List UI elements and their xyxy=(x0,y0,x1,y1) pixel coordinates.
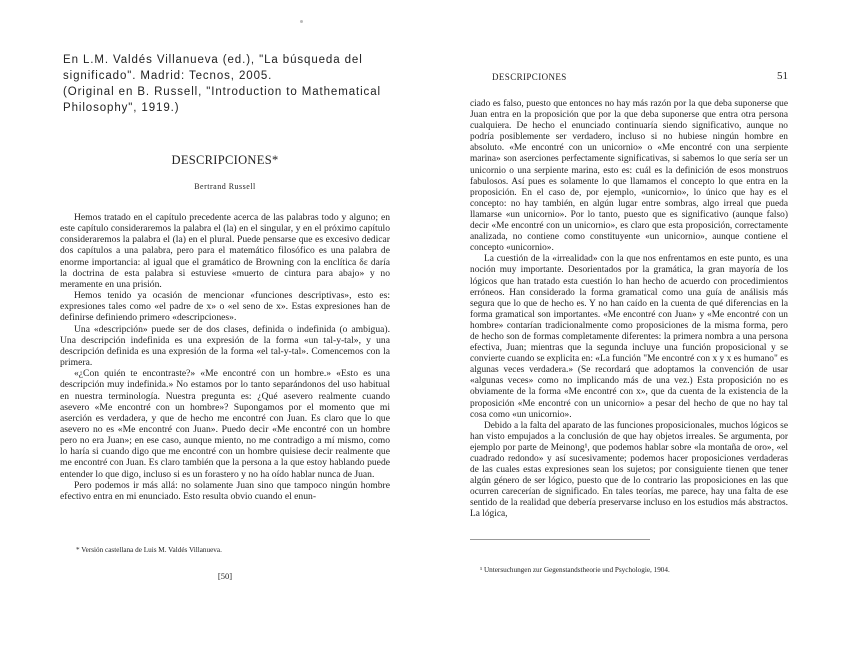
page-folio: [50] xyxy=(217,571,233,581)
paragraph: Hemos tratado en el capítulo precedente acerca de las palabras todo y alguno; en este capítulo consideraremos la palabra el (la) en el singular, y en el próximo capítulo consideraremos la palabra el (la) en el plural. Puede pensarse que es excesivo dedicar dos capítulos a una palabra, pero para el matemático filosófico es una palabra de enorme importancia: al igual que el gramático de Browning con la enclítica δε daría la doctrina de esta palabra si estuviese «muerto de cintura para abajo» y no meramente en una prisión. xyxy=(60,212,390,290)
citation-line: En L.M. Valdés Villanueva (ed.), "La búsqueda del xyxy=(63,54,363,66)
running-head: DESCRIPCIONES xyxy=(492,72,567,82)
left-body-text xyxy=(60,212,390,502)
paragraph: «¿Con quién te encontraste?» «Me encontré con un hombre.» «Esto es una descripción muy indefinida.» No estamos por lo tanto separándonos del uso habitual en nuestra terminología. Nuestra pregunta es: ¿Qué asevero realmente cuando asevero «Me encontré con un hombre»? Supongamos por el momento que mi aserción es verdadera, y que de hecho me encontré con Juan. Es claro que lo que asevero no es «Me encontré con Juan». Puedo decir «Me encontré con un hombre pero no era Juan»; en ese caso, aunque miento, no me contradigo a mí mismo, como lo haría si cuando digo que me encontré con un hombre quisiese decir realmente que me encontré con Juan. Es claro también que la persona a la que estoy hablando puede entender lo que digo, incluso si es un forastero y no ha oído hablar nunca de Juan. xyxy=(60,368,390,480)
paragraph: La cuestión de la «irrealidad» con la que nos enfrentamos en este punto, es una noción muy importante. Desorientados por la gramática, la gran mayoría de los lógicos que han tratado esta cuestión lo han hecho de acuerdo con procedimientos erróneos. Han considerado la forma gramatical como una guía de análisis más segura que lo que de hecho es. Y no han caído en la cuenta de qué diferencias en la forma gramatical son importantes. «Me encontré con Juan» y «Me encontré con un hombre» contarían tradicionalmente como proposiciones de la misma forma, pero de hecho son de formas completamente diferentes: la primera nombra a una persona efectiva, Juan; mientras que la segunda incluye una función proposicional y se convierte cuando se explicita en: «La función "Me encontré con x y x es humano" es algunas veces verdadera.» (Se recordará que adoptamos la convención de usar «algunas veces» como no implicando más de una vez.) Esta proposición no es obviamente de la forma «Me encontré con x», que da cuenta de la existencia de la proposición «Me encontré con un unicornio» a pesar del hecho de que no hay tal cosa como «un unicornio». xyxy=(470,254,788,420)
right-page xyxy=(470,0,788,655)
right-body-text xyxy=(470,99,788,521)
citation-line: (Original en B. Russell, "Introduction to Mathematical xyxy=(63,86,381,98)
paragraph: Hemos tenido ya ocasión de mencionar «funciones descriptivas», esto es: expresiones tales como «el padre de x» o «el seno de x». Estas expresiones han de definirse definiendo primero «descripciones». xyxy=(60,290,390,324)
footnote xyxy=(480,566,798,574)
footnote-text: ¹ Untersuchungen zur Gegenstandstheorie und Psychologie, 1904. xyxy=(480,566,670,574)
paragraph: ciado es falso, puesto que entonces no hay más razón por la que deba suponerse que Juan entra en la proposición que por la que deba suponerse que entra otra persona cualquiera. De hecho el enunciado continuaría siendo significativo, aunque no podría posiblemente ser verdadero, incluso si no hubiese ningún hombre en absoluto. «Me encontré con un unicornio» o «Me encontré con una serpiente marina» son aserciones perfectamente significativas, si sabemos lo que sería ser un unicornio o una serpiente marina, esto es: cuál es la definición de esos monstruos fabulosos. Así pues es solamente lo que llamamos el concepto lo que entra en la proposición. En el caso de, por ejemplo, «unicornio», lo único que hay es el concepto: no hay también, en algún lugar entre sombras, algo irreal que pueda llamarse «un unicornio». Por lo tanto, puesto que es significativo (aunque falso) decir «Me encontré con un unicornio», es claro que esta proposición, correctamente analizada, no contiene como constituyente «un unicornio», aunque contiene el concepto «unicornio». xyxy=(470,99,788,254)
page-number: 51 xyxy=(777,70,788,82)
footnote-rule xyxy=(470,539,650,540)
chapter-title: DESCRIPCIONES* xyxy=(171,153,279,167)
paragraph: Pero podemos ir más allá: no solamente Juan sino que tampoco ningún hombre efectivo entra en mi enunciado. Esto resulta obvio cuando el enun- xyxy=(60,479,390,502)
chapter-author: Bertrand Russell xyxy=(194,182,256,191)
paragraph: Una «descripción» puede ser de dos clases, definida o indefinida (o ambigua). Una descripción indefinida es una expresión de la forma «un tal-y-tal», y una descripción definida es una expresión de la forma «el tal-y-tal». Comencemos con la primera. xyxy=(60,323,390,369)
footnote-text: * Versión castellana de Luis M. Valdés Villanueva. xyxy=(76,546,222,554)
citation-line: Philosophy", 1919.) xyxy=(63,102,180,114)
citation-line: significado". Madrid: Tecnos, 2005. xyxy=(63,70,273,82)
left-page xyxy=(60,0,390,655)
paragraph: Debido a la falta del aparato de las funciones proposicionales, muchos lógicos se han visto empujados a la conclusión de que hay objetos irreales. Se argumenta, por ejemplo por parte de Meinong¹, que podemos hablar sobre «la montaña de oro», «el cuadrado redondo» y así sucesivamente; podemos hacer proposiciones verdaderas de las cuales estas expresiones sean los sujetos; por consiguiente tienen que tener algún género de ser lógico, puesto que de lo contrario las proposiciones en las que ocurren carecerían de significado. En tales teorías, me parece, hay una falta de ese sentido de la realidad que debería preservarse incluso en los estudios más abstractos. La lógica, xyxy=(470,420,788,520)
footnote xyxy=(60,546,390,554)
